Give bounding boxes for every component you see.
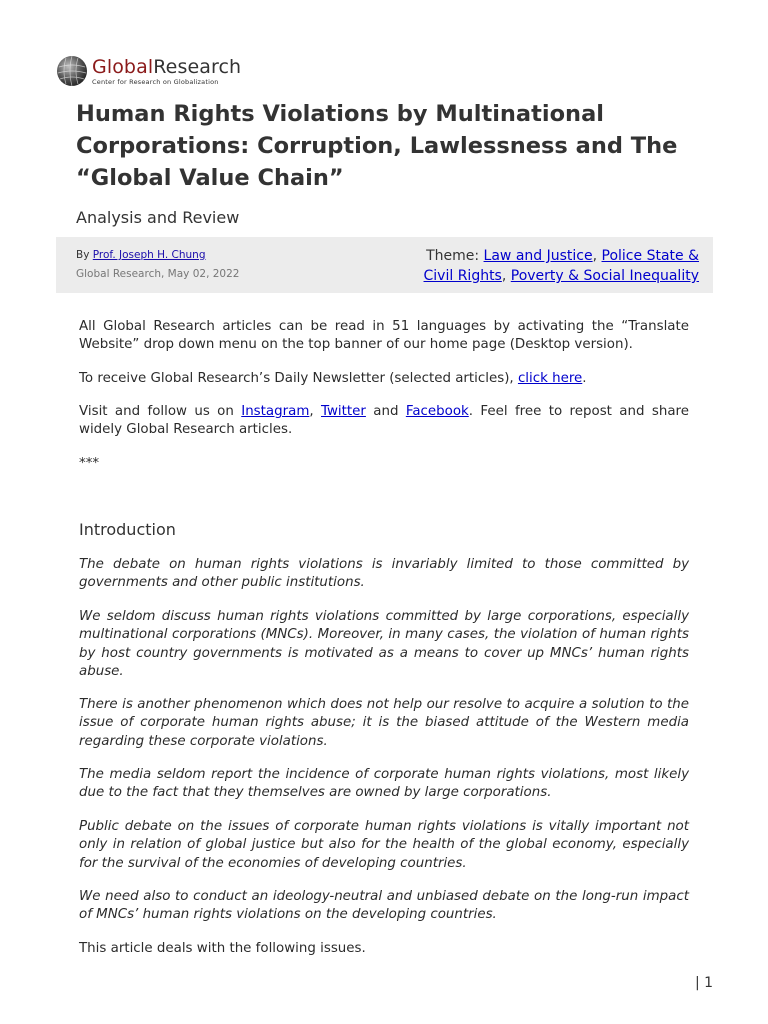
- instagram-link[interactable]: Instagram: [241, 404, 310, 419]
- article-title: Human Rights Violations by Multinational Corporations: Corruption, Lawlessness and The “Global Value Chain”: [76, 101, 678, 191]
- globe-icon: [56, 55, 88, 87]
- globalresearch-logo[interactable]: [56, 52, 241, 90]
- byline: [76, 249, 206, 261]
- dateline: Global Research, May 02, 2022: [76, 268, 240, 280]
- twitter-link[interactable]: Twitter: [321, 404, 366, 419]
- logo-tagline: Center for Research on Globalization: [92, 77, 219, 86]
- translate-note: All Global Research articles can be read in 51 languages by activating the “Translate Website” drop down menu on the top banner of our home page (Desktop version).: [79, 319, 689, 353]
- paragraph: Public debate on the issues of corporate human rights violations is vitally important not only in relation of global justice but also for the health of the global economy, especially for the survival of the economies of developing countries.: [79, 819, 689, 871]
- facebook-link[interactable]: Facebook: [405, 404, 469, 419]
- newsletter-link[interactable]: click here: [517, 371, 583, 386]
- theme-link-law-justice[interactable]: Law and Justice: [483, 248, 593, 264]
- theme-list: Theme: Law and Justice, Police State & Civil Rights, Poverty & Social Inequality: [423, 248, 699, 284]
- article-subtitle: Analysis and Review: [76, 208, 240, 227]
- page-number: | 1: [695, 975, 714, 991]
- paragraph: We seldom discuss human rights violations committed by large corporations, especially multinational corporations (MNCs). Moreover, in many cases, the violation of human rights by host country governments is motivated as a means to cover up MNCs’ human rights abuse.: [79, 609, 689, 680]
- closing-paragraph: This article deals with the following issues.: [79, 941, 366, 956]
- follow-note: Visit and follow us on Instagram, Twitter and Facebook. Feel free to repost and share widely Global Research articles.: [79, 404, 689, 438]
- by-label: By: [76, 249, 90, 261]
- paragraph: There is another phenomenon which does not help our resolve to acquire a solution to the issue of corporate human rights abuse; it is the biased attitude of the Western media regarding these corporate violations.: [79, 697, 689, 749]
- author-link[interactable]: Prof. Joseph H. Chung: [92, 249, 206, 261]
- theme-link-poverty[interactable]: Poverty & Social Inequality: [510, 268, 699, 284]
- separator: ***: [79, 456, 100, 471]
- theme-label: Theme:: [426, 248, 480, 264]
- theme-link-police-state[interactable]: Police State & Civil Rights: [423, 248, 699, 284]
- logo-wordmark: GlobalResearch: [92, 55, 242, 78]
- paragraph: The media seldom report the incidence of corporate human rights violations, most likely due to the fact that they themselves are owned by large corporations.: [79, 767, 689, 801]
- paragraph: The debate on human rights violations is invariably limited to those committed by governments and other public institutions.: [79, 557, 689, 591]
- article-meta-bar: [56, 237, 713, 293]
- section-heading: Introduction: [79, 520, 176, 539]
- paragraph: We need also to conduct an ideology-neutral and unbiased debate on the long-run impact of MNCs’ human rights violations on the developing countries.: [79, 889, 689, 923]
- newsletter-note: To receive Global Research’s Daily Newsletter (selected articles), click here.: [79, 371, 587, 386]
